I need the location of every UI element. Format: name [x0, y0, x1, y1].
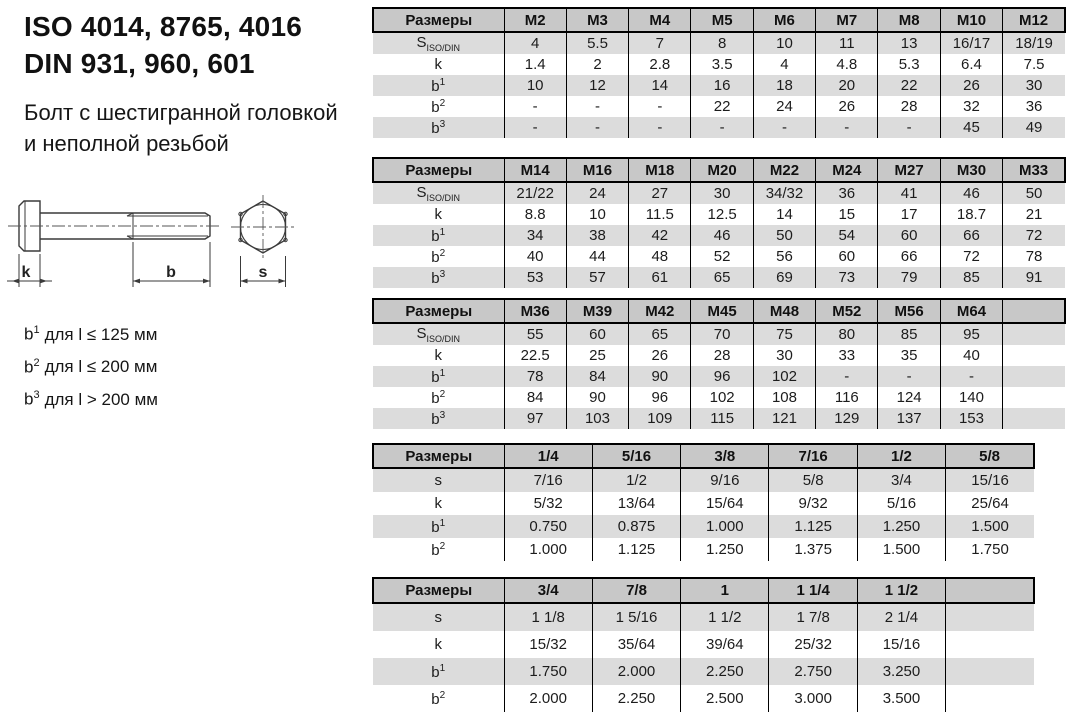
- cell: 5.5: [566, 32, 628, 54]
- cell: 18/19: [1003, 32, 1065, 54]
- cell: 7: [629, 32, 691, 54]
- cell: 11.5: [629, 204, 691, 225]
- cell: [946, 631, 1034, 658]
- dimensions-table-inch-1-4-to-5-8: [372, 443, 1035, 561]
- cell: 34/32: [753, 182, 815, 204]
- cell: [1003, 345, 1065, 366]
- cell: -: [753, 117, 815, 138]
- row-label: $b^1$: [373, 658, 504, 685]
- cell: 7.5: [1003, 54, 1065, 75]
- row-label: $b^2$: [373, 387, 504, 408]
- table-row: [373, 246, 1065, 267]
- cell: 1.125: [769, 515, 857, 538]
- cell: 66: [878, 246, 940, 267]
- cell: 10: [504, 75, 566, 96]
- cell: 41: [878, 182, 940, 204]
- cell: 45: [940, 117, 1002, 138]
- cell: 85: [878, 323, 940, 345]
- cell: 15/32: [504, 631, 592, 658]
- cell: 2.8: [629, 54, 691, 75]
- cell: 21/22: [504, 182, 566, 204]
- cell: 46: [691, 225, 753, 246]
- table-header-row: [373, 444, 1034, 468]
- col-header: M52: [816, 299, 878, 323]
- dimensions-table-m36-m64: [372, 298, 1066, 429]
- row-label: k: [373, 492, 504, 515]
- cell: 54: [816, 225, 878, 246]
- cell: 4: [753, 54, 815, 75]
- cell: 14: [629, 75, 691, 96]
- cell: 95: [940, 323, 1002, 345]
- col-header: M14: [504, 158, 566, 182]
- cell: 60: [816, 246, 878, 267]
- sizes-header: Размеры: [373, 578, 504, 603]
- cell: 5/8: [769, 468, 857, 492]
- footnote-b3: $b^3$ для l > 200 мм: [24, 389, 158, 409]
- cell: 69: [753, 267, 815, 288]
- cell: 18: [753, 75, 815, 96]
- table-row: [373, 408, 1065, 429]
- cell: 78: [504, 366, 566, 387]
- cell: [946, 658, 1034, 685]
- cell: [1003, 323, 1065, 345]
- cell: [946, 685, 1034, 712]
- footnotes: [24, 316, 158, 414]
- col-header: 1 1/4: [769, 578, 857, 603]
- cell: 56: [753, 246, 815, 267]
- col-header: M8: [878, 8, 940, 32]
- cell: 1.750: [504, 658, 592, 685]
- table-header-row: [373, 578, 1034, 603]
- cell: [1003, 408, 1065, 429]
- cell: -: [566, 117, 628, 138]
- col-header: M10: [940, 8, 1002, 32]
- cell: 1.000: [504, 538, 592, 561]
- col-header: M5: [691, 8, 753, 32]
- cell: 84: [566, 366, 628, 387]
- cell: 15/16: [946, 468, 1034, 492]
- col-header: M30: [940, 158, 1002, 182]
- cell: -: [878, 117, 940, 138]
- cell: 79: [878, 267, 940, 288]
- col-header: M6: [753, 8, 815, 32]
- cell: 97: [504, 408, 566, 429]
- cell: 12.5: [691, 204, 753, 225]
- cell: 3.250: [857, 658, 945, 685]
- cell: 85: [940, 267, 1002, 288]
- row-label: k: [373, 204, 504, 225]
- cell: 48: [629, 246, 691, 267]
- cell: 115: [691, 408, 753, 429]
- cell: -: [629, 117, 691, 138]
- cell: 2.250: [681, 658, 769, 685]
- cell: 35/64: [592, 631, 680, 658]
- row-label: s: [373, 603, 504, 631]
- cell: 73: [816, 267, 878, 288]
- cell: 9/16: [681, 468, 769, 492]
- doc-title-iso: ISO 4014, 8765, 4016: [24, 11, 302, 42]
- row-label: $b^1$: [373, 75, 504, 96]
- cell: 78: [1003, 246, 1065, 267]
- cell: 70: [691, 323, 753, 345]
- cell: -: [691, 117, 753, 138]
- table-row: [373, 267, 1065, 288]
- cell: 33: [816, 345, 878, 366]
- row-label: $S_{ISO/DIN}$: [373, 323, 504, 345]
- cell: 96: [629, 387, 691, 408]
- cell: 20: [816, 75, 878, 96]
- row-label: $b^2$: [373, 246, 504, 267]
- cell: 80: [816, 323, 878, 345]
- cell: 6.4: [940, 54, 1002, 75]
- cell: 14: [753, 204, 815, 225]
- cell: 2.000: [592, 658, 680, 685]
- cell: [1003, 387, 1065, 408]
- cell: 27: [629, 182, 691, 204]
- col-header: [946, 578, 1034, 603]
- col-header: 5/8: [946, 444, 1034, 468]
- table-header-row: [373, 299, 1065, 323]
- cell: 2.250: [592, 685, 680, 712]
- cell: 4: [504, 32, 566, 54]
- cell: 7/16: [504, 468, 592, 492]
- cell: 8: [691, 32, 753, 54]
- cell: 66: [940, 225, 1002, 246]
- col-header: 5/16: [592, 444, 680, 468]
- cell: 30: [753, 345, 815, 366]
- cell: 26: [816, 96, 878, 117]
- col-header: M45: [691, 299, 753, 323]
- table-row: [373, 631, 1034, 658]
- cell: 32: [940, 96, 1002, 117]
- cell: 60: [878, 225, 940, 246]
- cell: 25/32: [769, 631, 857, 658]
- table-row: [373, 32, 1065, 54]
- dimensions-table-inch-3-4-to-1-1-2: [372, 577, 1035, 712]
- row-label: $b^3$: [373, 267, 504, 288]
- col-header: M4: [629, 8, 691, 32]
- table-row: [373, 515, 1034, 538]
- cell: 28: [878, 96, 940, 117]
- cell: 13: [878, 32, 940, 54]
- cell: 24: [753, 96, 815, 117]
- col-header: 1: [681, 578, 769, 603]
- col-header: M24: [816, 158, 878, 182]
- cell: 55: [504, 323, 566, 345]
- cell: -: [940, 366, 1002, 387]
- col-header: M22: [753, 158, 815, 182]
- cell: 3.500: [857, 685, 945, 712]
- table-row: [373, 54, 1065, 75]
- col-header: M48: [753, 299, 815, 323]
- cell: 60: [566, 323, 628, 345]
- table-row: [373, 75, 1065, 96]
- cell: 50: [753, 225, 815, 246]
- cell: 1/2: [592, 468, 680, 492]
- cell: 65: [691, 267, 753, 288]
- col-header: 1 1/2: [857, 578, 945, 603]
- col-header: M39: [566, 299, 628, 323]
- col-header: 3/4: [504, 578, 592, 603]
- cell: 30: [1003, 75, 1065, 96]
- cell: 36: [816, 182, 878, 204]
- cell: 65: [629, 323, 691, 345]
- cell: 22: [691, 96, 753, 117]
- cell: 121: [753, 408, 815, 429]
- cell: -: [816, 117, 878, 138]
- col-header: M18: [629, 158, 691, 182]
- cell: 12: [566, 75, 628, 96]
- cell: 46: [940, 182, 1002, 204]
- cell: 15/16: [857, 631, 945, 658]
- cell: 36: [1003, 96, 1065, 117]
- dim-label-b: b: [166, 264, 176, 281]
- sizes-header: Размеры: [373, 158, 504, 182]
- row-label: $b^3$: [373, 117, 504, 138]
- cell: 26: [629, 345, 691, 366]
- table-row: [373, 685, 1034, 712]
- cell: 11: [816, 32, 878, 54]
- cell: 2.750: [769, 658, 857, 685]
- table-row: [373, 225, 1065, 246]
- table-row: [373, 345, 1065, 366]
- cell: 2.000: [504, 685, 592, 712]
- cell: 40: [940, 345, 1002, 366]
- col-header: M33: [1003, 158, 1065, 182]
- cell: 2.500: [681, 685, 769, 712]
- cell: 61: [629, 267, 691, 288]
- col-header: M42: [629, 299, 691, 323]
- cell: 153: [940, 408, 1002, 429]
- cell: 109: [629, 408, 691, 429]
- cell: 137: [878, 408, 940, 429]
- row-label: $b^2$: [373, 538, 504, 561]
- cell: -: [566, 96, 628, 117]
- cell: 16/17: [940, 32, 1002, 54]
- col-header: 1/4: [504, 444, 592, 468]
- cell: 90: [629, 366, 691, 387]
- cell: 102: [753, 366, 815, 387]
- table-header-row: [373, 8, 1065, 32]
- cell: 2 1/4: [857, 603, 945, 631]
- cell: 1 5/16: [592, 603, 680, 631]
- cell: -: [816, 366, 878, 387]
- cell: 102: [691, 387, 753, 408]
- cell: 124: [878, 387, 940, 408]
- row-label: k: [373, 345, 504, 366]
- cell: 25: [566, 345, 628, 366]
- cell: 103: [566, 408, 628, 429]
- cell: 1.125: [592, 538, 680, 561]
- cell: 22.5: [504, 345, 566, 366]
- cell: 1 1/2: [681, 603, 769, 631]
- bolt-technical-drawing: [6, 186, 336, 311]
- cell: 0.750: [504, 515, 592, 538]
- cell: 1.250: [681, 538, 769, 561]
- footnote-b1: $b^1$ для l ≤ 125 мм: [24, 324, 158, 344]
- cell: 1 1/8: [504, 603, 592, 631]
- table-row: [373, 468, 1034, 492]
- cell: 42: [629, 225, 691, 246]
- cell: 72: [940, 246, 1002, 267]
- cell: 9/32: [769, 492, 857, 515]
- cell: 96: [691, 366, 753, 387]
- row-label: k: [373, 631, 504, 658]
- col-header: M36: [504, 299, 566, 323]
- col-header: 3/8: [681, 444, 769, 468]
- cell: 39/64: [681, 631, 769, 658]
- row-label: $b^1$: [373, 515, 504, 538]
- cell: 75: [753, 323, 815, 345]
- cell: 3.5: [691, 54, 753, 75]
- row-label: $S_{ISO/DIN}$: [373, 182, 504, 204]
- col-header: [1003, 299, 1065, 323]
- doc-title: [24, 8, 302, 82]
- cell: 72: [1003, 225, 1065, 246]
- cell: 84: [504, 387, 566, 408]
- cell: 22: [878, 75, 940, 96]
- cell: 13/64: [592, 492, 680, 515]
- cell: 3.000: [769, 685, 857, 712]
- doc-title-din: DIN 931, 960, 601: [24, 48, 255, 79]
- cell: 17: [878, 204, 940, 225]
- cell: 129: [816, 408, 878, 429]
- cell: [1003, 366, 1065, 387]
- cell: 57: [566, 267, 628, 288]
- cell: 5/16: [857, 492, 945, 515]
- row-label: $b^3$: [373, 408, 504, 429]
- table-row: [373, 492, 1034, 515]
- cell: 2: [566, 54, 628, 75]
- cell: 15/64: [681, 492, 769, 515]
- cell: 28: [691, 345, 753, 366]
- table-row: [373, 117, 1065, 138]
- cell: 1.500: [857, 538, 945, 561]
- cell: 4.8: [816, 54, 878, 75]
- col-header: M64: [940, 299, 1002, 323]
- cell: 15: [816, 204, 878, 225]
- cell: 1.4: [504, 54, 566, 75]
- col-header: M2: [504, 8, 566, 32]
- cell: 116: [816, 387, 878, 408]
- table-row: [373, 387, 1065, 408]
- row-label: $b^2$: [373, 685, 504, 712]
- cell: [946, 603, 1034, 631]
- cell: 90: [566, 387, 628, 408]
- table-row: [373, 658, 1034, 685]
- col-header: M27: [878, 158, 940, 182]
- cell: 91: [1003, 267, 1065, 288]
- cell: 16: [691, 75, 753, 96]
- footnote-b2: $b^2$ для l ≤ 200 мм: [24, 356, 158, 377]
- cell: 5.3: [878, 54, 940, 75]
- cell: 35: [878, 345, 940, 366]
- cell: -: [878, 366, 940, 387]
- cell: 1.250: [857, 515, 945, 538]
- cell: 24: [566, 182, 628, 204]
- cell: 25/64: [946, 492, 1034, 515]
- sizes-header: Размеры: [373, 299, 504, 323]
- cell: 3/4: [857, 468, 945, 492]
- cell: 1.000: [681, 515, 769, 538]
- row-label: $b^1$: [373, 225, 504, 246]
- cell: 140: [940, 387, 1002, 408]
- cell: 34: [504, 225, 566, 246]
- cell: 53: [504, 267, 566, 288]
- row-label: k: [373, 54, 504, 75]
- cell: 1.500: [946, 515, 1034, 538]
- table-header-row: [373, 158, 1065, 182]
- table-row: [373, 366, 1065, 387]
- table-row: [373, 182, 1065, 204]
- cell: 49: [1003, 117, 1065, 138]
- col-header: M20: [691, 158, 753, 182]
- table-row: [373, 538, 1034, 561]
- col-header: 7/16: [769, 444, 857, 468]
- col-header: M12: [1003, 8, 1065, 32]
- cell: 21: [1003, 204, 1065, 225]
- cell: 30: [691, 182, 753, 204]
- cell: 10: [753, 32, 815, 54]
- col-header: M16: [566, 158, 628, 182]
- cell: 8.8: [504, 204, 566, 225]
- col-header: 1/2: [857, 444, 945, 468]
- cell: 5/32: [504, 492, 592, 515]
- cell: 0.875: [592, 515, 680, 538]
- cell: 1 7/8: [769, 603, 857, 631]
- cell: 40: [504, 246, 566, 267]
- cell: 44: [566, 246, 628, 267]
- col-header: 7/8: [592, 578, 680, 603]
- table-row: [373, 323, 1065, 345]
- col-header: M56: [878, 299, 940, 323]
- cell: 26: [940, 75, 1002, 96]
- cell: 1.375: [769, 538, 857, 561]
- cell: -: [504, 96, 566, 117]
- table-row: [373, 204, 1065, 225]
- cell: 108: [753, 387, 815, 408]
- doc-subtitle-line2: и неполной резьбой: [24, 131, 229, 156]
- col-header: M7: [816, 8, 878, 32]
- cell: 1.750: [946, 538, 1034, 561]
- dimensions-table-m14-m33: [372, 157, 1066, 288]
- dim-label-s: s: [258, 264, 268, 281]
- doc-subtitle: [24, 97, 338, 159]
- cell: 38: [566, 225, 628, 246]
- row-label: $S_{ISO/DIN}$: [373, 32, 504, 54]
- col-header: M3: [566, 8, 628, 32]
- cell: 50: [1003, 182, 1065, 204]
- row-label: $b^1$: [373, 366, 504, 387]
- cell: 10: [566, 204, 628, 225]
- table-row: [373, 603, 1034, 631]
- row-label: s: [373, 468, 504, 492]
- dimensions-table-m2-m12: [372, 7, 1066, 138]
- cell: -: [629, 96, 691, 117]
- table-row: [373, 96, 1065, 117]
- cell: 18.7: [940, 204, 1002, 225]
- cell: -: [504, 117, 566, 138]
- sizes-header: Размеры: [373, 8, 504, 32]
- row-label: $b^2$: [373, 96, 504, 117]
- dim-label-k: k: [21, 264, 31, 281]
- sizes-header: Размеры: [373, 444, 504, 468]
- cell: 52: [691, 246, 753, 267]
- doc-subtitle-line1: Болт с шестигранной головкой: [24, 100, 338, 125]
